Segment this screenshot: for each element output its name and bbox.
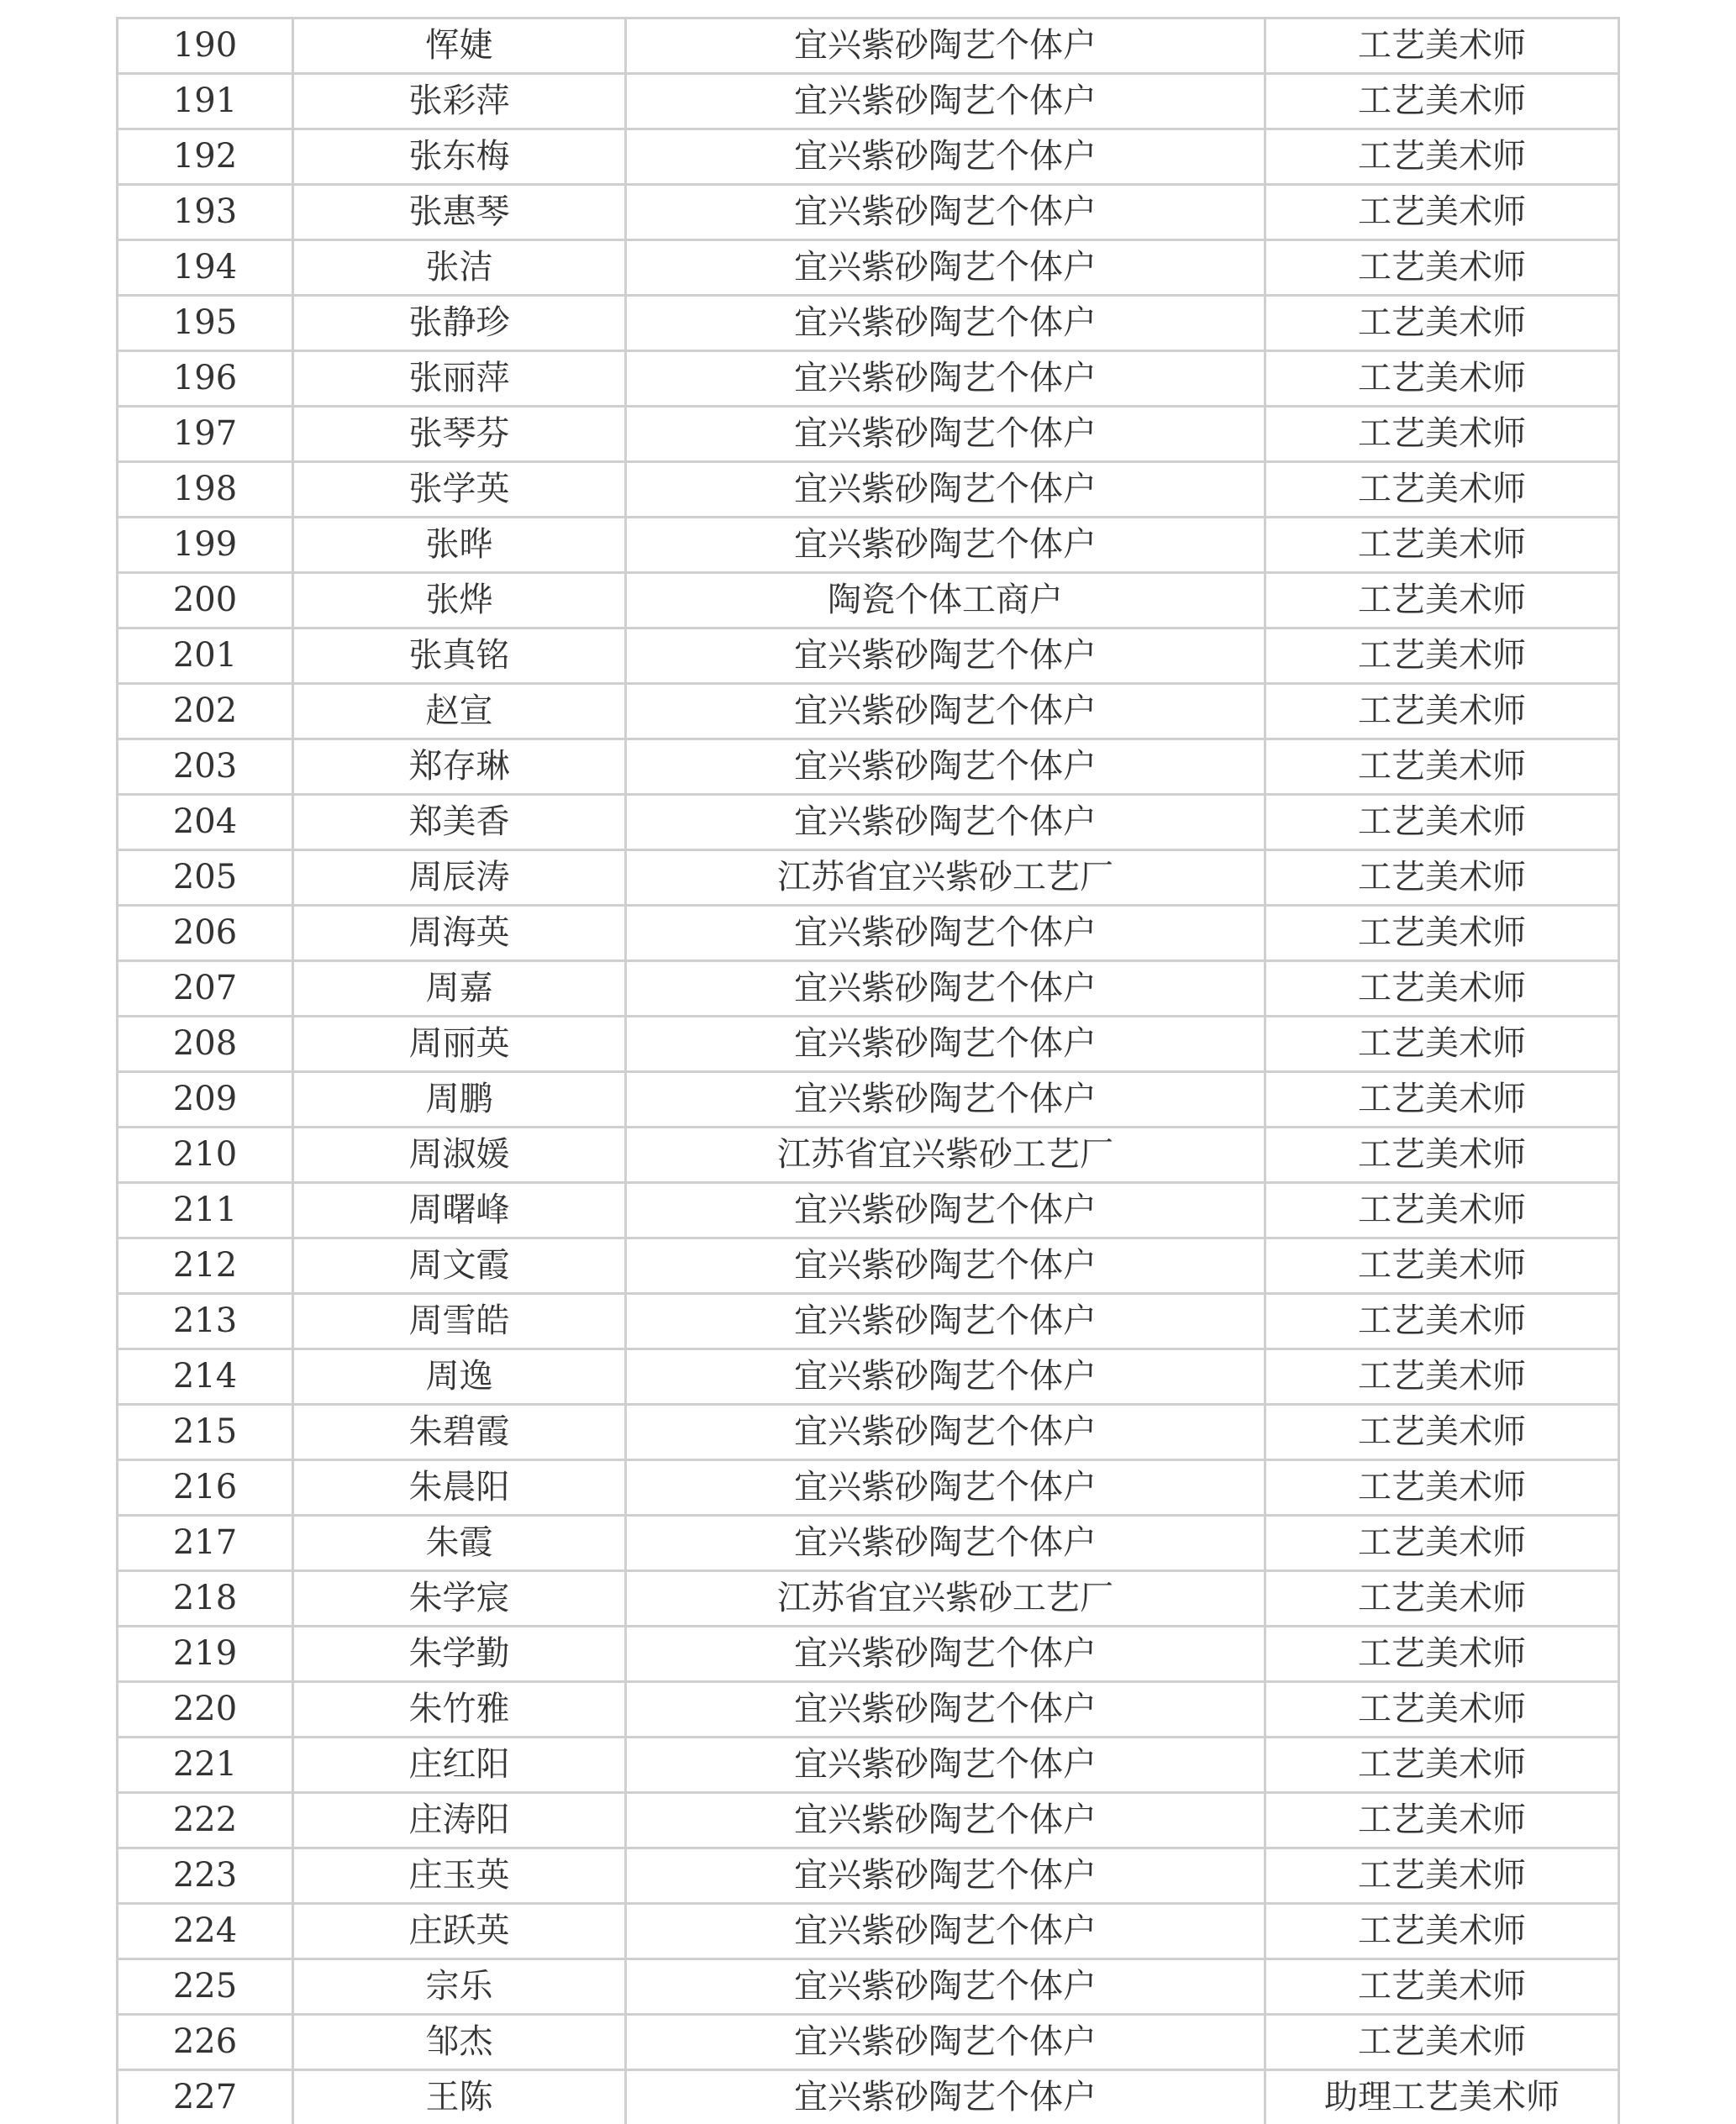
table-row — [118, 296, 1619, 351]
cell-number: 206 — [118, 906, 293, 961]
cell-unit: 宜兴紫砂陶艺个体户 — [626, 2015, 1265, 2070]
cell-title: 工艺美术师 — [1265, 961, 1619, 1017]
cell-number: 208 — [118, 1017, 293, 1072]
cell-title: 工艺美术师 — [1265, 407, 1619, 462]
cell-number: 192 — [118, 129, 293, 185]
cell-number: 201 — [118, 628, 293, 684]
cell-number: 200 — [118, 573, 293, 628]
cell-number: 213 — [118, 1294, 293, 1349]
cell-name: 朱霞 — [293, 1516, 626, 1571]
cell-name: 朱竹雅 — [293, 1682, 626, 1738]
cell-number: 218 — [118, 1571, 293, 1627]
cell-title: 工艺美术师 — [1265, 850, 1619, 906]
cell-unit: 宜兴紫砂陶艺个体户 — [626, 2070, 1265, 2124]
cell-number: 204 — [118, 795, 293, 850]
table-row — [118, 1183, 1619, 1238]
table-row — [118, 462, 1619, 518]
cell-unit: 宜兴紫砂陶艺个体户 — [626, 407, 1265, 462]
cell-number: 223 — [118, 1848, 293, 1904]
cell-title: 工艺美术师 — [1265, 1183, 1619, 1238]
roster-table-body — [118, 18, 1619, 2124]
cell-unit: 宜兴紫砂陶艺个体户 — [626, 185, 1265, 240]
cell-title: 工艺美术师 — [1265, 129, 1619, 185]
cell-unit: 宜兴紫砂陶艺个体户 — [626, 1516, 1265, 1571]
table-row — [118, 1848, 1619, 1904]
cell-title: 工艺美术师 — [1265, 1904, 1619, 1959]
cell-title: 工艺美术师 — [1265, 1682, 1619, 1738]
cell-title: 工艺美术师 — [1265, 2015, 1619, 2070]
cell-title: 工艺美术师 — [1265, 1627, 1619, 1682]
cell-title: 工艺美术师 — [1265, 518, 1619, 573]
cell-title: 工艺美术师 — [1265, 795, 1619, 850]
cell-number: 226 — [118, 2015, 293, 2070]
cell-unit: 宜兴紫砂陶艺个体户 — [626, 1183, 1265, 1238]
table-row — [118, 1072, 1619, 1128]
cell-unit: 宜兴紫砂陶艺个体户 — [626, 1959, 1265, 2015]
cell-name: 宗乐 — [293, 1959, 626, 2015]
cell-title: 工艺美术师 — [1265, 74, 1619, 129]
cell-unit: 宜兴紫砂陶艺个体户 — [626, 1405, 1265, 1460]
cell-name: 周雪皓 — [293, 1294, 626, 1349]
table-row — [118, 407, 1619, 462]
cell-title: 工艺美术师 — [1265, 1294, 1619, 1349]
table-row — [118, 1017, 1619, 1072]
cell-number: 193 — [118, 185, 293, 240]
table-row — [118, 74, 1619, 129]
cell-number: 196 — [118, 351, 293, 407]
cell-number: 216 — [118, 1460, 293, 1516]
cell-title: 工艺美术师 — [1265, 1017, 1619, 1072]
table-row — [118, 518, 1619, 573]
cell-name: 周鹏 — [293, 1072, 626, 1128]
cell-title: 工艺美术师 — [1265, 1848, 1619, 1904]
cell-title: 工艺美术师 — [1265, 684, 1619, 739]
cell-name: 赵宣 — [293, 684, 626, 739]
cell-name: 王陈 — [293, 2070, 626, 2124]
cell-name: 邹杰 — [293, 2015, 626, 2070]
table-row — [118, 1294, 1619, 1349]
table-row — [118, 185, 1619, 240]
table-row — [118, 1738, 1619, 1793]
table-row — [118, 684, 1619, 739]
cell-name: 张晔 — [293, 518, 626, 573]
cell-number: 194 — [118, 240, 293, 296]
cell-number: 227 — [118, 2070, 293, 2124]
table-row — [118, 1627, 1619, 1682]
cell-unit: 宜兴紫砂陶艺个体户 — [626, 1627, 1265, 1682]
table-row — [118, 1793, 1619, 1848]
cell-name: 周逸 — [293, 1349, 626, 1405]
cell-title: 工艺美术师 — [1265, 18, 1619, 74]
cell-unit: 宜兴紫砂陶艺个体户 — [626, 1460, 1265, 1516]
cell-title: 工艺美术师 — [1265, 1793, 1619, 1848]
cell-number: 214 — [118, 1349, 293, 1405]
table-row — [118, 1405, 1619, 1460]
table-row — [118, 351, 1619, 407]
cell-name: 周曙峰 — [293, 1183, 626, 1238]
cell-unit: 宜兴紫砂陶艺个体户 — [626, 351, 1265, 407]
cell-number: 224 — [118, 1904, 293, 1959]
cell-name: 张静珍 — [293, 296, 626, 351]
table-row — [118, 1571, 1619, 1627]
cell-number: 212 — [118, 1238, 293, 1294]
cell-name: 恽婕 — [293, 18, 626, 74]
cell-unit: 宜兴紫砂陶艺个体户 — [626, 518, 1265, 573]
table-row — [118, 129, 1619, 185]
cell-title: 工艺美术师 — [1265, 1072, 1619, 1128]
table-row — [118, 961, 1619, 1017]
table-row — [118, 1516, 1619, 1571]
cell-title: 工艺美术师 — [1265, 1738, 1619, 1793]
cell-title: 工艺美术师 — [1265, 1516, 1619, 1571]
cell-unit: 宜兴紫砂陶艺个体户 — [626, 1793, 1265, 1848]
table-row — [118, 1959, 1619, 2015]
cell-number: 210 — [118, 1128, 293, 1183]
cell-name: 张琴芬 — [293, 407, 626, 462]
cell-name: 朱晨阳 — [293, 1460, 626, 1516]
cell-unit: 宜兴紫砂陶艺个体户 — [626, 296, 1265, 351]
table-row — [118, 18, 1619, 74]
cell-name: 朱学勤 — [293, 1627, 626, 1682]
cell-unit: 宜兴紫砂陶艺个体户 — [626, 240, 1265, 296]
cell-name: 周丽英 — [293, 1017, 626, 1072]
cell-number: 221 — [118, 1738, 293, 1793]
cell-name: 张丽萍 — [293, 351, 626, 407]
cell-name: 庄跃英 — [293, 1904, 626, 1959]
cell-name: 周淑媛 — [293, 1128, 626, 1183]
cell-unit: 宜兴紫砂陶艺个体户 — [626, 906, 1265, 961]
cell-unit: 宜兴紫砂陶艺个体户 — [626, 739, 1265, 795]
cell-title: 工艺美术师 — [1265, 1959, 1619, 2015]
cell-name: 周辰涛 — [293, 850, 626, 906]
cell-unit: 宜兴紫砂陶艺个体户 — [626, 18, 1265, 74]
cell-unit: 江苏省宜兴紫砂工艺厂 — [626, 850, 1265, 906]
table-row — [118, 1460, 1619, 1516]
table-row — [118, 1904, 1619, 1959]
cell-number: 225 — [118, 1959, 293, 2015]
table-row — [118, 1238, 1619, 1294]
cell-name: 朱碧霞 — [293, 1405, 626, 1460]
cell-unit: 宜兴紫砂陶艺个体户 — [626, 1017, 1265, 1072]
cell-unit: 宜兴紫砂陶艺个体户 — [626, 1738, 1265, 1793]
cell-unit: 宜兴紫砂陶艺个体户 — [626, 795, 1265, 850]
cell-name: 朱学宸 — [293, 1571, 626, 1627]
cell-number: 203 — [118, 739, 293, 795]
table-row — [118, 628, 1619, 684]
cell-unit: 宜兴紫砂陶艺个体户 — [626, 1072, 1265, 1128]
table-row — [118, 2015, 1619, 2070]
cell-unit: 宜兴紫砂陶艺个体户 — [626, 1349, 1265, 1405]
cell-number: 215 — [118, 1405, 293, 1460]
cell-unit: 宜兴紫砂陶艺个体户 — [626, 1682, 1265, 1738]
cell-number: 197 — [118, 407, 293, 462]
cell-title: 工艺美术师 — [1265, 628, 1619, 684]
cell-name: 张烨 — [293, 573, 626, 628]
cell-unit: 宜兴紫砂陶艺个体户 — [626, 628, 1265, 684]
cell-name: 周海英 — [293, 906, 626, 961]
cell-title: 工艺美术师 — [1265, 1238, 1619, 1294]
cell-unit: 宜兴紫砂陶艺个体户 — [626, 1294, 1265, 1349]
roster-table — [116, 17, 1620, 2124]
cell-number: 220 — [118, 1682, 293, 1738]
cell-name: 张彩萍 — [293, 74, 626, 129]
table-row — [118, 1349, 1619, 1405]
cell-title: 工艺美术师 — [1265, 1405, 1619, 1460]
table-row — [118, 1682, 1619, 1738]
cell-name: 张洁 — [293, 240, 626, 296]
cell-name: 张东梅 — [293, 129, 626, 185]
cell-title: 工艺美术师 — [1265, 1571, 1619, 1627]
table-row — [118, 1128, 1619, 1183]
cell-unit: 宜兴紫砂陶艺个体户 — [626, 1848, 1265, 1904]
cell-title: 工艺美术师 — [1265, 906, 1619, 961]
cell-number: 198 — [118, 462, 293, 518]
cell-unit: 宜兴紫砂陶艺个体户 — [626, 684, 1265, 739]
cell-unit: 宜兴紫砂陶艺个体户 — [626, 74, 1265, 129]
table-row — [118, 2070, 1619, 2124]
cell-unit: 宜兴紫砂陶艺个体户 — [626, 1238, 1265, 1294]
cell-title: 工艺美术师 — [1265, 351, 1619, 407]
cell-title: 工艺美术师 — [1265, 739, 1619, 795]
cell-name: 张学英 — [293, 462, 626, 518]
table-row — [118, 573, 1619, 628]
cell-name: 庄涛阳 — [293, 1793, 626, 1848]
table-row — [118, 906, 1619, 961]
cell-number: 191 — [118, 74, 293, 129]
cell-title: 工艺美术师 — [1265, 1349, 1619, 1405]
cell-number: 199 — [118, 518, 293, 573]
cell-name: 郑美香 — [293, 795, 626, 850]
table-row — [118, 739, 1619, 795]
cell-number: 195 — [118, 296, 293, 351]
cell-unit: 江苏省宜兴紫砂工艺厂 — [626, 1571, 1265, 1627]
cell-title: 工艺美术师 — [1265, 185, 1619, 240]
cell-name: 庄玉英 — [293, 1848, 626, 1904]
cell-title: 工艺美术师 — [1265, 573, 1619, 628]
cell-name: 周嘉 — [293, 961, 626, 1017]
cell-name: 郑存琳 — [293, 739, 626, 795]
cell-unit: 江苏省宜兴紫砂工艺厂 — [626, 1128, 1265, 1183]
cell-unit: 宜兴紫砂陶艺个体户 — [626, 961, 1265, 1017]
cell-title: 工艺美术师 — [1265, 1128, 1619, 1183]
cell-title: 工艺美术师 — [1265, 1460, 1619, 1516]
cell-number: 207 — [118, 961, 293, 1017]
cell-title: 工艺美术师 — [1265, 240, 1619, 296]
cell-title: 助理工艺美术师 — [1265, 2070, 1619, 2124]
cell-number: 217 — [118, 1516, 293, 1571]
cell-unit: 宜兴紫砂陶艺个体户 — [626, 462, 1265, 518]
table-row — [118, 850, 1619, 906]
cell-name: 周文霞 — [293, 1238, 626, 1294]
cell-number: 209 — [118, 1072, 293, 1128]
cell-number: 202 — [118, 684, 293, 739]
cell-name: 张惠琴 — [293, 185, 626, 240]
cell-number: 205 — [118, 850, 293, 906]
cell-number: 190 — [118, 18, 293, 74]
cell-title: 工艺美术师 — [1265, 462, 1619, 518]
cell-number: 211 — [118, 1183, 293, 1238]
cell-name: 张真铭 — [293, 628, 626, 684]
cell-unit: 宜兴紫砂陶艺个体户 — [626, 129, 1265, 185]
cell-unit: 宜兴紫砂陶艺个体户 — [626, 1904, 1265, 1959]
cell-unit: 陶瓷个体工商户 — [626, 573, 1265, 628]
cell-number: 222 — [118, 1793, 293, 1848]
cell-name: 庄红阳 — [293, 1738, 626, 1793]
table-row — [118, 240, 1619, 296]
cell-number: 219 — [118, 1627, 293, 1682]
table-row — [118, 795, 1619, 850]
cell-title: 工艺美术师 — [1265, 296, 1619, 351]
